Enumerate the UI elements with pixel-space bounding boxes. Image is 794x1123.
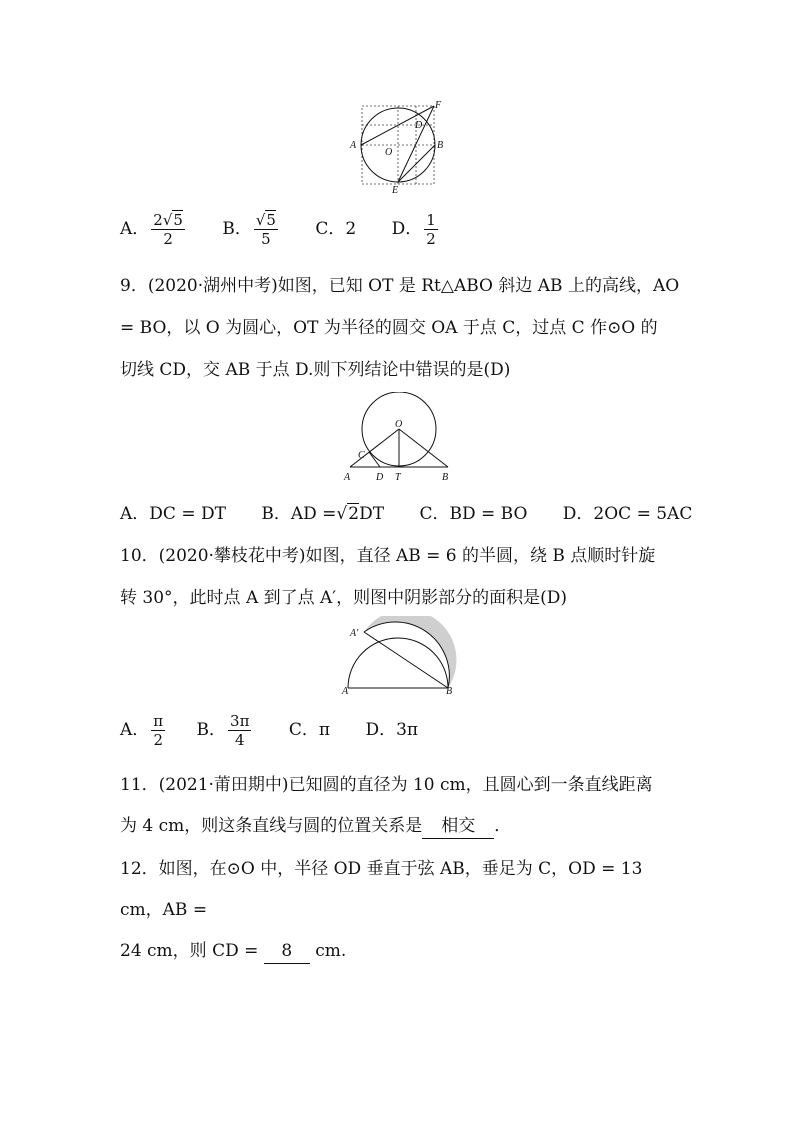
q9-line-3: 切线 CD，交 AB 于点 D.则下列结论中错误的是(D) [120,360,511,380]
q8-option-a: A． $\frac{2√5}{2}$ [120,211,183,248]
q12-line-3: 24 cm，则 CD = 8 cm. [120,939,346,964]
q8-options [120,205,440,253]
fig10-label-a: A [342,686,349,696]
q12-answer: 8 [264,939,310,964]
fig10-label-a-prime: A′ [350,628,359,639]
q11-line-2: 为 4 cm，则这条直线与圆的位置关系是 相交 ． [120,814,511,839]
q9-option-c: C．BD = BO [419,504,528,524]
fig8-label-f: F [435,100,442,111]
fig8-label-o: O [385,147,393,158]
q11-answer: 相交 [422,814,494,839]
q11-line-1: 11．(2021·莆田期中)已知圆的直径为 10 cm，且圆心到一条直线距离 [120,775,653,795]
q10-option-c: C．π [288,720,331,740]
fig8-label-e: E [392,185,399,194]
fig9-label-c: C [358,450,365,461]
q9-option-a: A．DC = DT [120,504,226,524]
figure-q8 [345,98,450,194]
fig8-label-a: A [350,140,357,151]
fig9-label-a: A [344,472,351,483]
fig8-label-b: B [437,140,444,151]
q10-options [120,708,418,752]
q10-option-d: D．3π [365,720,419,740]
q10-line-1: 10．(2020·攀枝花中考)如图，直径 AB = 6 的半圆，绕 B 点顺时针旋 [120,546,656,566]
q8-option-c: C．2 [315,219,357,239]
q9-option-b: B．AD =√2DT [261,504,385,524]
q8-option-b: B． $\frac{√5}{5}$ [222,211,276,248]
q12-line-2: cm，AB = [120,900,208,920]
fig9-label-d: D [376,472,384,483]
q9-option-d: D．2OC = 5AC [562,504,693,524]
q10-line-2: 转 30°，此时点 A 到了点 A′，则图中阴影部分的面积是(D) [120,588,568,608]
q12-line-1: 12．如图，在⊙O 中，半径 OD 垂直于弦 AB，垂足为 C，OD = 13 [120,859,643,879]
fig9-label-b: B [442,472,449,483]
fig9-label-o: O [395,419,403,430]
fig10-label-b: B [446,686,453,696]
q10-option-a: A． $\frac{\pi}{2}$ [120,712,164,749]
q9-line-2: = BO，以 O 为圆心，OT 为半径的圆交 OA 于点 C，过点 C 作⊙O 的 [120,318,658,338]
fig8-label-d: D [415,120,423,131]
q9-options [120,502,692,526]
figure-q10 [340,616,460,696]
q9-line-1: 9．(2020·湖州中考)如图，已知 OT 是 Rt△ABO 斜边 AB 上的高线，AO [120,276,680,296]
fig9-label-t: T [395,472,401,483]
q8-option-d: D． $\frac{1}{2}$ [391,211,436,248]
q10-option-b: B． $\frac{3\pi}{4}$ [196,712,250,749]
figure-q9 [340,392,458,486]
